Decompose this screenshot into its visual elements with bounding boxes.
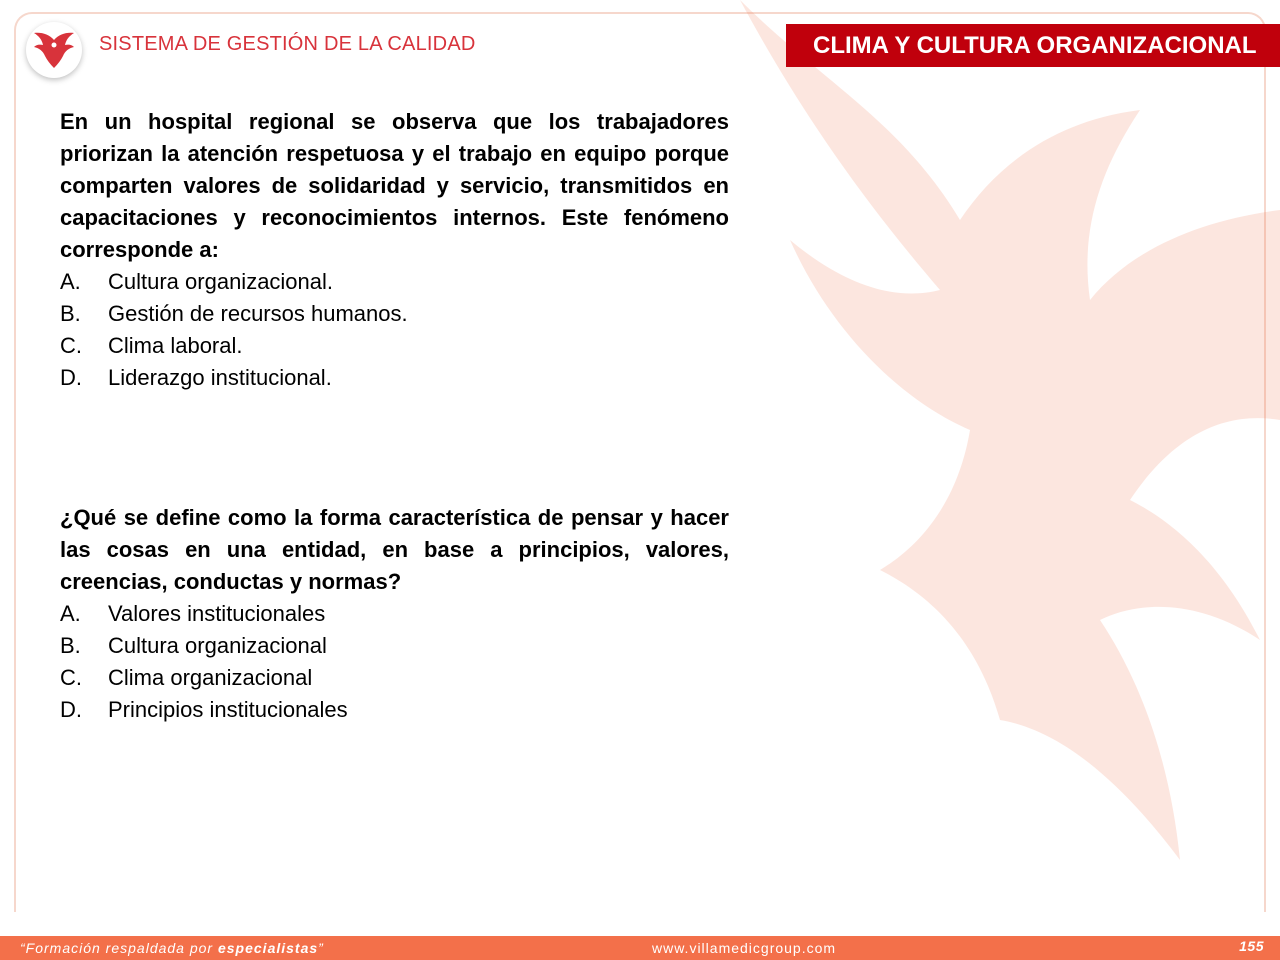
question-block-2 xyxy=(60,502,729,726)
option-letter: B. xyxy=(60,301,81,326)
option-item xyxy=(60,662,729,694)
topic-banner xyxy=(786,24,1280,67)
option-letter: D. xyxy=(60,697,82,722)
option-item xyxy=(60,362,729,394)
option-text: Cultura organizacional. xyxy=(108,269,334,294)
question-block-1 xyxy=(60,106,729,394)
question-text: ¿Qué se define como la forma característica de pensar y hacer las cosas en una entidad, en base a principios, valores, creencias, conductas y normas? xyxy=(60,505,729,594)
option-text: Cultura organizacional xyxy=(108,633,327,658)
logo-badge xyxy=(26,22,82,78)
option-letter: C. xyxy=(60,665,82,690)
option-letter: B. xyxy=(60,633,81,658)
option-item xyxy=(60,694,729,726)
option-item xyxy=(60,266,729,298)
question-text: En un hospital regional se observa que los trabajadores priorizan la atención respetuosa y el trabajo en equipo porque comparten valores de solidaridad y servicio, transmitidos en capacitaciones y reconocimientos internos. Este fenómeno corresponde a: xyxy=(60,109,729,262)
footer-bar xyxy=(0,936,1280,960)
option-text: Liderazgo institucional. xyxy=(108,365,332,390)
options-list xyxy=(60,266,729,394)
option-letter: A. xyxy=(60,601,81,626)
option-letter: D. xyxy=(60,365,82,390)
option-text: Clima laboral. xyxy=(108,333,243,358)
slogan-prefix: “Formación respaldada por xyxy=(20,940,218,956)
option-text: Clima organizacional xyxy=(108,665,313,690)
option-item xyxy=(60,598,729,630)
org-title: SISTEMA DE GESTIÓN DE LA CALIDAD xyxy=(99,33,476,55)
option-text: Gestión de recursos humanos. xyxy=(108,301,408,326)
slogan-suffix: ” xyxy=(318,940,324,956)
questions-content xyxy=(60,106,729,726)
page-number: 155 xyxy=(1239,938,1264,954)
option-letter: A. xyxy=(60,269,81,294)
option-item xyxy=(60,630,729,662)
topic-title: CLIMA Y CULTURA ORGANIZACIONAL xyxy=(813,31,1257,59)
option-letter: C. xyxy=(60,333,82,358)
footer-website-link[interactable]: www.villamedicgroup.com xyxy=(652,940,837,956)
phoenix-logo-icon xyxy=(32,30,76,70)
option-item xyxy=(60,330,729,362)
option-text: Valores institucionales xyxy=(108,601,326,626)
slogan-bold: especialistas xyxy=(217,940,319,956)
footer-slogan xyxy=(20,940,324,956)
option-item xyxy=(60,298,729,330)
options-list xyxy=(60,598,729,726)
option-text: Principios institucionales xyxy=(108,697,348,722)
